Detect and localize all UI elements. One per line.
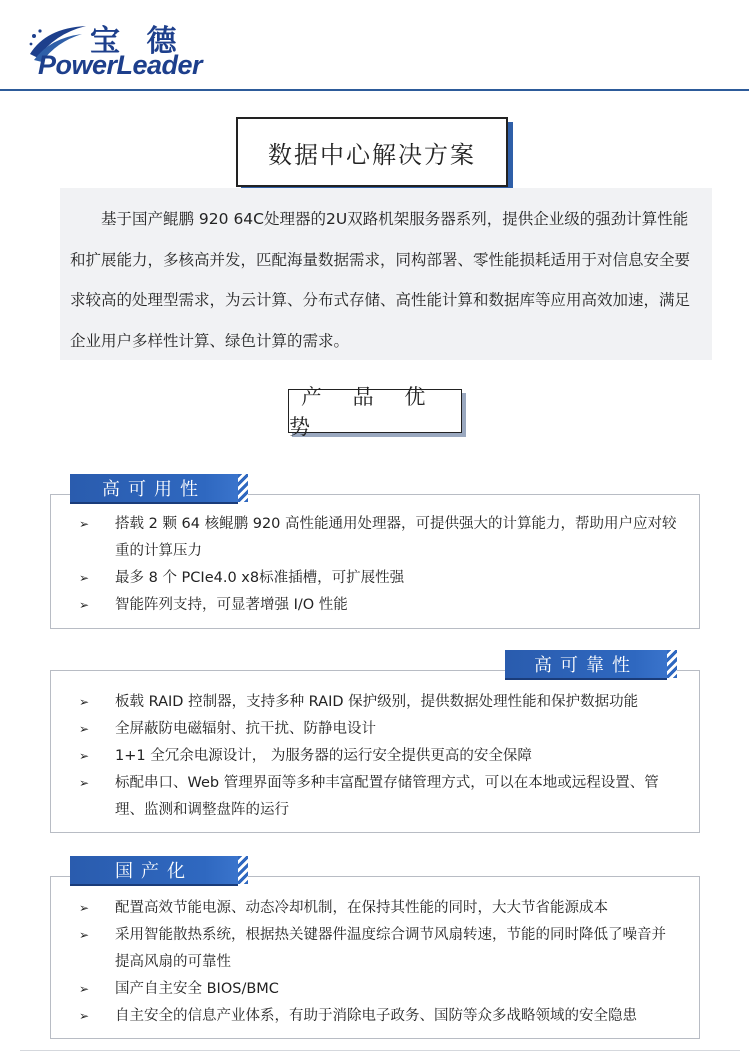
arrow-bullet-icon: ➢: [79, 695, 90, 709]
arrow-bullet-icon: ➢: [79, 901, 90, 915]
section-high-reliability: [50, 670, 700, 833]
list-item: ➢ 智能阵列支持，可显著增强 I/O 性能: [51, 592, 699, 619]
arrow-bullet-icon: ➢: [79, 776, 90, 790]
list-item: ➢ 配置高效节能电源、动态冷却机制，在保持其性能的同时，大大节省能源成本: [51, 895, 699, 922]
arrow-bullet-icon: ➢: [79, 571, 90, 585]
list-item: ➢ 全屏蔽防电磁辐射、抗干扰、防静电设计: [51, 716, 699, 743]
section-tab-high-reliability: 高可靠性: [505, 650, 667, 678]
list-item: ➢ 采用智能散热系统，根据热关键器件温度综合调节风扇转速，节能的同时降低了噪音并提高风扇的可靠性: [51, 922, 699, 976]
section-high-availability: [50, 494, 700, 629]
arrow-bullet-icon: ➢: [79, 1009, 90, 1023]
bullet-list: [51, 689, 699, 824]
arrow-bullet-icon: ➢: [79, 928, 90, 942]
brand-name-cn: 宝 德: [90, 24, 185, 59]
header: [0, 0, 749, 92]
section-tab-high-availability: 高可用性: [70, 474, 238, 502]
arrow-bullet-icon: ➢: [79, 722, 90, 736]
bullet-list: [51, 511, 699, 619]
bullet-list: [51, 895, 699, 1030]
list-item: ➢ 搭载 2 颗 64 核鲲鹏 920 高性能通用处理器，可提供强大的计算能力，帮助用户应对较重的计算压力: [51, 511, 699, 565]
list-item: ➢ 最多 8 个 PCIe4.0 x8标准插槽，可扩展性强: [51, 565, 699, 592]
brand-logo[interactable]: [28, 14, 228, 80]
list-item: ➢ 标配串口、Web 管理界面等多种丰富配置存储管理方式，可以在本地或远程设置、管理、监测和调整盘阵的运行: [51, 770, 699, 824]
list-item: ➢ 板载 RAID 控制器，支持多种 RAID 保护级别，提供数据处理性能和保护数据功能: [51, 689, 699, 716]
section-tab-localization: 国产化: [70, 856, 238, 884]
arrow-bullet-icon: ➢: [79, 598, 90, 612]
page-title: 数据中心解决方案: [236, 117, 508, 187]
brand-name-en: PowerLeader: [38, 50, 203, 80]
arrow-bullet-icon: ➢: [79, 982, 90, 996]
arrow-bullet-icon: ➢: [79, 749, 90, 763]
advantages-title: 产 品 优 势: [288, 389, 462, 433]
header-divider: [0, 89, 749, 91]
arrow-bullet-icon: ➢: [79, 517, 90, 531]
footer-divider: [20, 1050, 740, 1051]
list-item: ➢ 自主安全的信息产业体系，有助于消除电子政务、国防等众多战略领域的安全隐患: [51, 1003, 699, 1030]
section-localization: [50, 876, 700, 1039]
list-item: ➢ 国产自主安全 BIOS/BMC: [51, 976, 699, 1003]
list-item: ➢ 1+1 全冗余电源设计， 为服务器的运行安全提供更高的安全保障: [51, 743, 699, 770]
intro-text: 基于国产鲲鹏 920 64C处理器的2U双路机架服务器系列，提供企业级的强劲计算性能和扩展能力，多核高并发，匹配海量数据需求，同构部署、零性能损耗适用于对信息安全要求较高的处理型需求，为云计算、分布式存储、高性能计算和数据库等应用高效加速，满足企业用户多样性计算、绿色计算的需求。: [70, 210, 691, 350]
